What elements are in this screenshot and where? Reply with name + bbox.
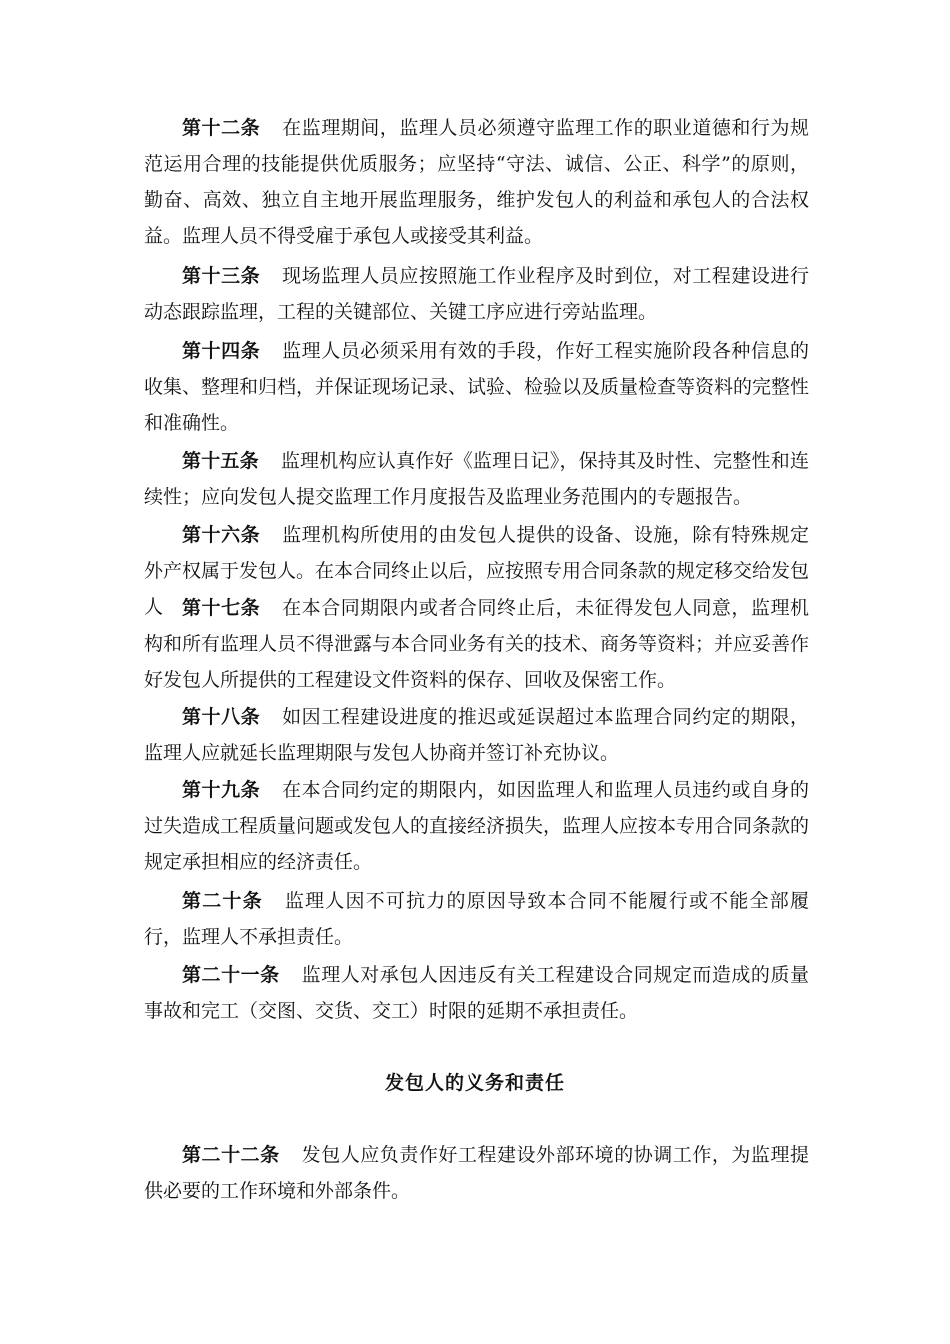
article-text: 监理人因不可抗力的原因导致本合同不能履行或不能全部履行，监理人不承担责任。 — [144, 890, 809, 948]
article-number: 第二十一条 — [182, 964, 280, 986]
article-15 — [144, 443, 809, 515]
article-19 — [144, 772, 809, 880]
article-number: 第二十条 — [182, 890, 263, 912]
article-text: 在监理期间，监理人员必须遵守监理工作的职业道德和行为规范运用合理的技能提供优质服务；应坚持“守法、诚信、公正、科学”的原则，勤奋、高效、独立自主地开展监理服务，维护发包人的利益和承包人的合法权益。监理人员不得受雇于承包人或接受其利益。 — [144, 117, 809, 247]
article-14 — [144, 333, 809, 441]
article-13 — [144, 258, 809, 330]
article-text: 监理机构应认真作好《监理日记》，保持其及时性、完整性和连续性；应向发包人提交监理工作月度报告及监理业务范围内的专题报告。 — [144, 450, 809, 508]
article-number: 第十二条 — [182, 117, 261, 139]
article-number: 第十三条 — [182, 265, 261, 287]
article-18 — [144, 699, 809, 771]
article-text: 监理人员必须采用有效的手段，作好工程实施阶段各种信息的收集、整理和归档，并保证现场记录、试验、检验以及质量检查等资料的完整性和准确性。 — [144, 340, 810, 434]
article-text: 如因工程建设进度的推迟或延误超过本监理合同约定的期限，监理人应就延长监理期限与发包人协商并签订补充协议。 — [144, 706, 809, 764]
article-text: 监理人对承包人因违反有关工程建设合同规定而造成的质量事故和完工（交图、交货、交工）时限的延期不承担责任。 — [144, 964, 809, 1022]
article-number: 第十九条 — [182, 779, 261, 801]
article-text: 发包人应负责作好工程建设外部环境的协调工作，为监理提供必要的工作环境和外部条件。 — [144, 1144, 809, 1202]
article-17 — [144, 590, 809, 698]
article-20 — [144, 883, 809, 955]
article-number: 第二十二条 — [182, 1144, 280, 1166]
article-number: 第十七条 — [182, 597, 261, 619]
article-text: 现场监理人员应按照施工作业程序及时到位，对工程建设进行动态跟踪监理，工程的关键部位、关键工序应进行旁站监理。 — [144, 265, 809, 323]
article-text: 在本合同期限内或者合同终止后，未征得发包人同意，监理机构和所有监理人员不得泄露与本合同业务有关的技术、商务等资料；并应妥善作好发包人所提供的工程建设文件资料的保存、回收及保密工作。 — [144, 597, 810, 691]
article-number: 第十六条 — [182, 524, 261, 546]
article-text: 监理机构所使用的由发包人提供的设备、设施，除有特殊规定外产权属于发包人。在本合同终止以后，应按照专用合同条款的规定移交给发包人 — [144, 524, 810, 618]
article-number: 第十五条 — [182, 450, 259, 472]
article-12 — [144, 110, 809, 254]
article-text: 在本合同约定的期限内，如因监理人和监理人员违约或自身的过失造成工程质量问题或发包人的直接经济损失，监理人应按本专用合同条款的规定承担相应的经济责任。 — [144, 779, 810, 873]
article-22 — [144, 1137, 809, 1209]
article-number: 第十八条 — [182, 706, 261, 728]
article-21 — [144, 957, 809, 1029]
article-number: 第十四条 — [182, 340, 261, 362]
section-heading: 发包人的义务和责任 — [384, 1072, 565, 1094]
